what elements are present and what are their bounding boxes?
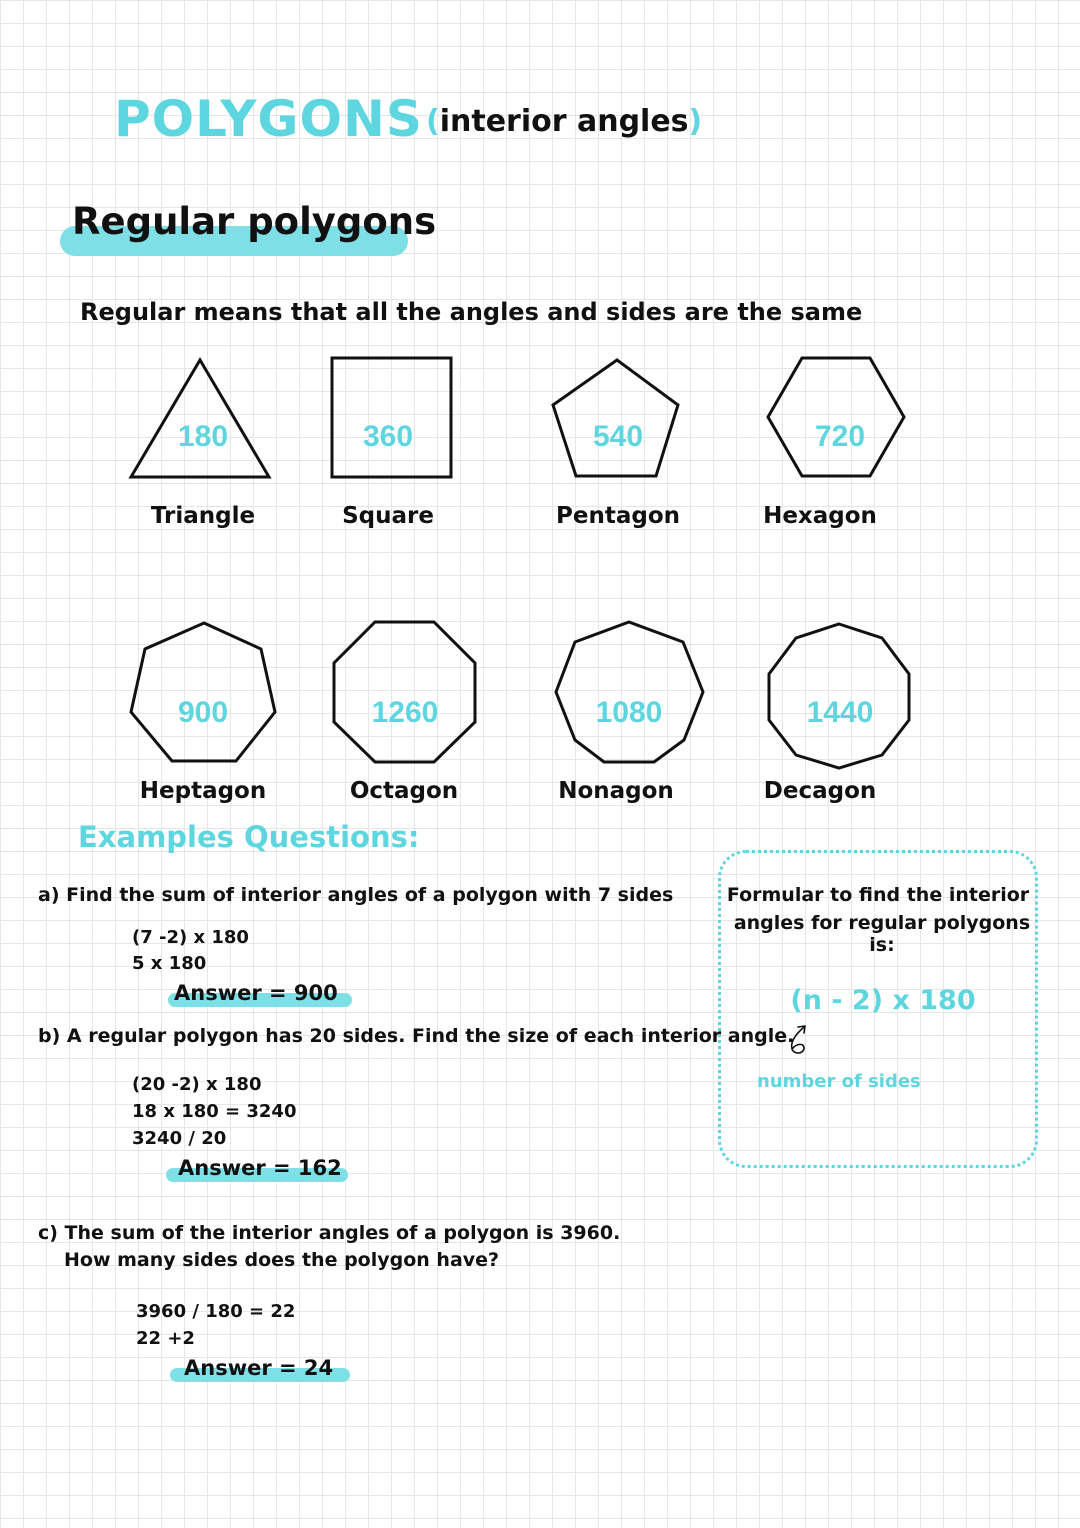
hexagon-shape [768, 358, 904, 476]
square-angle-sum: 360 [362, 420, 414, 453]
section-heading: Regular polygons [72, 200, 437, 243]
decagon-angle-sum: 1440 [806, 696, 874, 729]
examples-title: Examples Questions: [78, 820, 420, 854]
formula-box-line-2: angles for regular polygons is: [733, 912, 1031, 956]
octagon-shape [334, 622, 475, 762]
working-c-line-2: 22 +2 [136, 1328, 195, 1349]
working-c-line-1: 3960 / 180 = 22 [136, 1301, 296, 1322]
subtitle-close-paren: ) [688, 104, 703, 139]
square-label: Square [342, 503, 434, 529]
working-b-line-2: 18 x 180 = 3240 [132, 1101, 297, 1122]
working-a-line-2: 5 x 180 [132, 953, 207, 974]
annotation-text: number of sides [757, 1071, 921, 1092]
nonagon-shape [556, 622, 703, 762]
triangle-shape [131, 360, 269, 477]
subtitle-open-paren: ( [426, 104, 440, 139]
octagon-angle-sum: 1260 [371, 696, 439, 729]
annotation-arrow-icon [782, 1018, 822, 1058]
hexagon-angle-sum: 720 [814, 420, 866, 453]
formula-text: (n - 2) x 180 [790, 985, 976, 1016]
octagon-label: Octagon [349, 778, 459, 804]
answer-b: Answer = 162 [178, 1156, 342, 1180]
square-shape [332, 358, 451, 477]
decagon-label: Decagon [763, 778, 877, 804]
question-b: b) A regular polygon has 20 sides. Find the size of each interior angle. [38, 1025, 795, 1047]
working-b-line-1: (20 -2) x 180 [132, 1074, 262, 1095]
pentagon-label: Pentagon [556, 503, 680, 529]
page-title: POLYGONS [114, 90, 423, 148]
heptagon-label: Heptagon [139, 778, 267, 804]
answer-a: Answer = 900 [174, 981, 338, 1005]
nonagon-label: Nonagon [558, 778, 674, 804]
subtitle-text: interior angles [439, 104, 689, 139]
pentagon-shape [553, 360, 678, 476]
heptagon-angle-sum: 900 [177, 696, 229, 729]
answer-c: Answer = 24 [184, 1356, 334, 1380]
triangle-label: Triangle [150, 503, 256, 529]
hexagon-label: Hexagon [763, 503, 877, 529]
question-c-line-1: c) The sum of the interior angles of a polygon is 3960. [38, 1222, 621, 1244]
definition-text: Regular means that all the angles and sides are the same [80, 298, 863, 326]
heptagon-shape [131, 623, 275, 761]
pentagon-angle-sum: 540 [592, 420, 644, 453]
formula-box-line-1: Formular to find the interior [726, 884, 1030, 906]
nonagon-angle-sum: 1080 [595, 696, 663, 729]
working-a-line-1: (7 -2) x 180 [132, 927, 249, 948]
question-a: a) Find the sum of interior angles of a polygon with 7 sides [38, 884, 674, 906]
working-b-line-3: 3240 / 20 [132, 1128, 227, 1149]
triangle-angle-sum: 180 [177, 420, 229, 453]
question-c-line-2: How many sides does the polygon have? [64, 1249, 500, 1271]
